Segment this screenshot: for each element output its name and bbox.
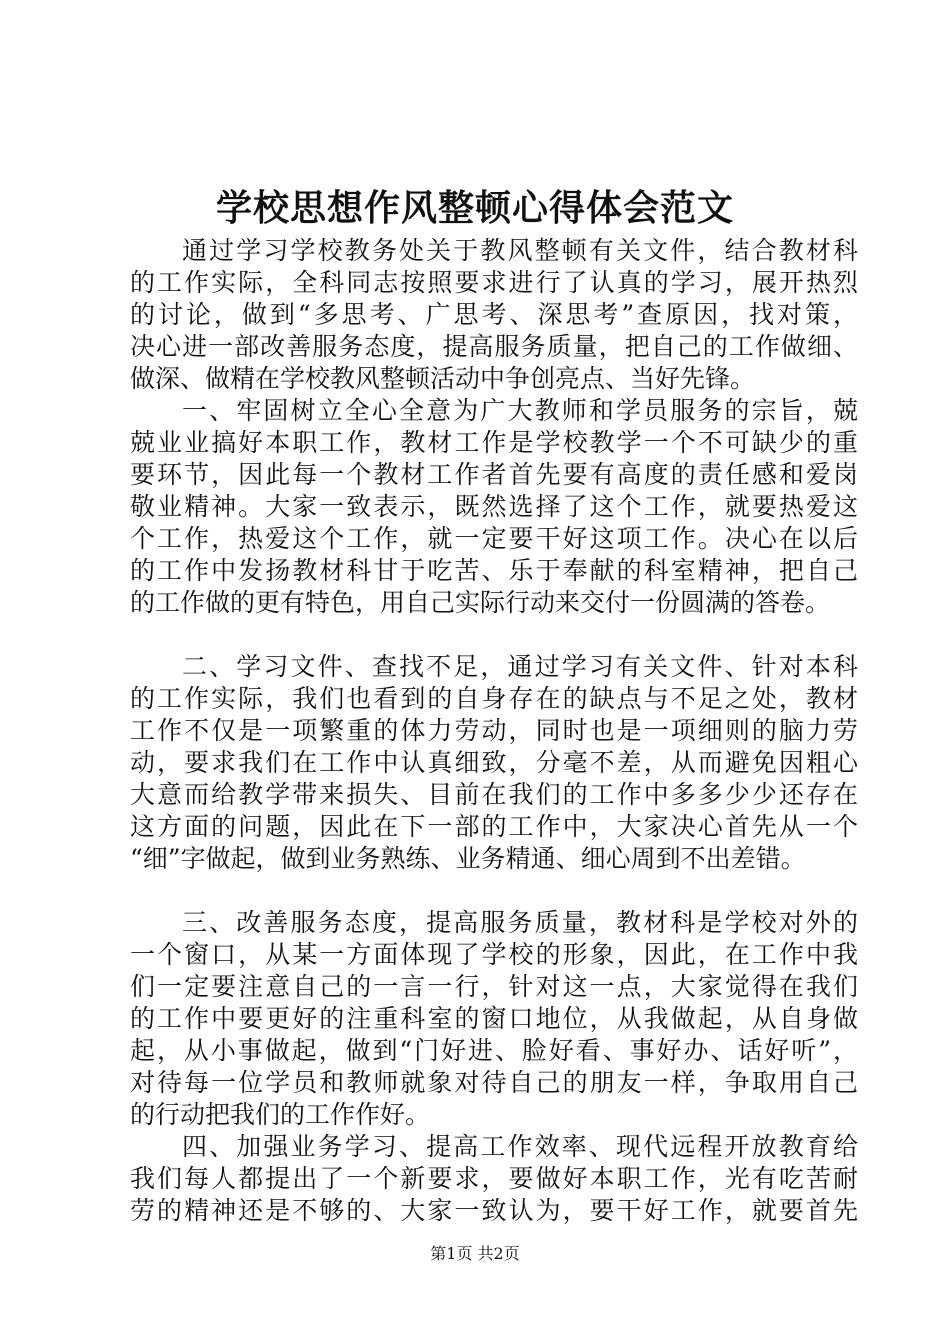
text-line: 的工作中要更好的注重科室的窗口地位，从我做起，从自身做	[130, 1004, 858, 1033]
text-line: 起，从小事做起，做到“门好进、脸好看、事好办、话好听”，	[130, 1036, 858, 1065]
text-line: 做深、做精在学校教风整顿活动中争创亮点、当好先锋。	[130, 364, 756, 393]
text-line: 的工作做的更有特色，用自己实际行动来交付一份圆满的答卷。	[130, 588, 831, 617]
text-line: 三、改善服务态度，提高服务质量，教材科是学校对外的	[182, 908, 858, 937]
text-line: 决心进一部改善服务态度，提高服务质量，把自己的工作做细、	[130, 332, 858, 361]
text-line: 四、加强业务学习、提高工作效率、现代远程开放教育给	[182, 1132, 858, 1161]
paragraph	[130, 907, 858, 1131]
text-line: 的工作中发扬教材科甘于吃苦、乐于奉献的科室精神，把自己	[130, 556, 858, 585]
paragraph	[130, 651, 858, 875]
text-line: “细”字做起，做到业务熟练、业务精通、细心周到不出差错。	[130, 844, 806, 873]
text-line: 兢业业搞好本职工作，教材工作是学校教学一个不可缺少的重	[130, 428, 858, 457]
text-line: 一、牢固树立全心全意为广大教师和学员服务的宗旨，兢	[182, 396, 858, 425]
paragraph-gap	[130, 619, 858, 651]
paragraph	[130, 235, 858, 395]
text-line: 二、学习文件、查找不足，通过学习有关文件、针对本科	[182, 652, 858, 681]
text-line: 这方面的问题，因此在下一部的工作中，大家决心首先从一个	[130, 812, 858, 841]
paragraph	[130, 1131, 858, 1227]
document-title: 学校思想作风整顿心得体会范文	[215, 187, 734, 229]
text-line: 一个窗口，从某一方面体现了学校的形象，因此，在工作中我	[130, 940, 858, 969]
text-line: 通过学习学校教务处关于教风整顿有关文件，结合教材科	[182, 236, 858, 265]
text-line: 大意而给教学带来损失、目前在我们的工作中多多少少还存在	[130, 780, 858, 809]
text-line: 的工作实际，我们也看到的自身存在的缺点与不足之处，教材	[130, 684, 858, 713]
document-body	[130, 235, 858, 1227]
text-line: 们一定要注意自己的一言一行，针对这一点，大家觉得在我们	[130, 972, 858, 1001]
text-line: 个工作，热爱这个工作，就一定要干好这项工作。决心在以后	[130, 524, 858, 553]
text-line: 的行动把我们的工作作好。	[130, 1100, 431, 1129]
text-line: 敬业精神。大家一致表示，既然选择了这个工作，就要热爱这	[130, 492, 858, 521]
text-line: 我们每人都提出了一个新要求，要做好本职工作，光有吃苦耐	[130, 1164, 858, 1193]
text-line: 对待每一位学员和教师就象对待自己的朋友一样，争取用自己	[130, 1068, 858, 1097]
text-line: 动，要求我们在工作中认真细致，分毫不差，从而避免因粗心	[130, 748, 858, 777]
paragraph	[130, 395, 858, 619]
page-footer: 第1页 共2页	[430, 1244, 520, 1263]
text-line: 的工作实际，全科同志按照要求进行了认真的学习，展开热烈	[130, 268, 858, 297]
text-line: 劳的精神还是不够的、大家一致认为，要干好工作，就要首先	[130, 1196, 858, 1225]
text-line: 的讨论，做到“多思考、广思考、深思考”查原因，找对策，	[130, 300, 858, 329]
text-line: 要环节，因此每一个教材工作者首先要有高度的责任感和爱岗	[130, 460, 858, 489]
text-line: 工作不仅是一项繁重的体力劳动，同时也是一项细则的脑力劳	[130, 716, 858, 745]
paragraph-gap	[130, 875, 858, 907]
